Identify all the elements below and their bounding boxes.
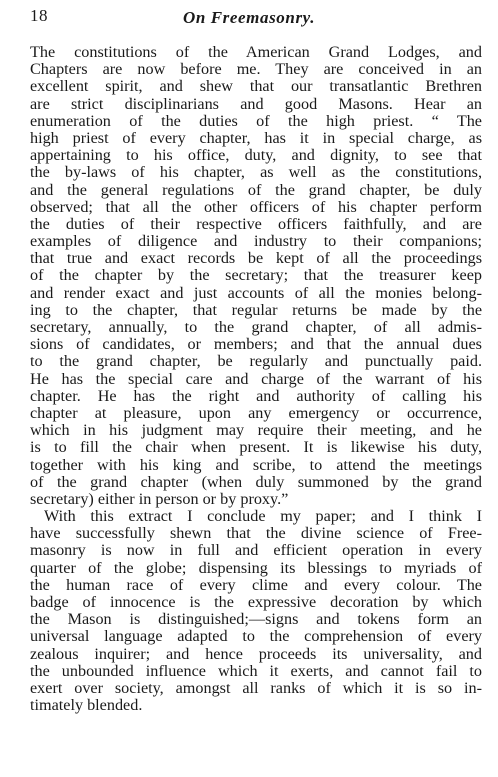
text-line: are strict disciplinarians and good Masons. Hear an: [30, 94, 482, 113]
text-line: The constitutions of the American Grand Lodges, and: [30, 43, 482, 61]
paragraph: [30, 44, 482, 508]
text-line: to the grand chapter, be regularly and punctually paid.: [30, 352, 482, 371]
text-line: the Mason is distinguished;—signs and tokens form an: [30, 610, 482, 629]
text-line: and the general regulations of the grand chapter, be duly: [30, 180, 482, 199]
text-line: timately blended.: [30, 696, 143, 715]
text-line: masonry is now in full and efficient operation in every: [30, 541, 482, 560]
text-line: examples of diligence and industry to their companions;: [30, 232, 482, 251]
text-line: the unbounded influence which it exerts, and cannot fail to: [30, 661, 482, 680]
text-line: chapter. He has the right and authority of calling his: [30, 386, 482, 405]
page-number: 18: [30, 6, 48, 25]
text-line: zealous inquirer; and hence proceeds its universality, and: [30, 644, 482, 663]
text-line: and render exact and just accounts of all the monies belong-: [30, 283, 482, 302]
text-line: the duties of their respective officers faithfully, and are: [30, 214, 482, 233]
text-line: the by-laws of his chapter, as well as the constitutions,: [30, 163, 482, 182]
text-line: exert over society, amongst all ranks of which it is so in-: [30, 678, 482, 697]
text-line: observed; that all the other officers of his chapter perform: [30, 197, 482, 216]
text-line: appertaining to his office, duty, and dignity, to see that: [30, 146, 482, 165]
text-line: together with his king and scribe, to attend the meetings: [30, 455, 482, 474]
text-line: excellent spirit, and shew that our transatlantic Brethren: [30, 77, 482, 96]
text-line: have successfully shewn that the divine science of Free-: [30, 524, 482, 543]
text-line: the human race of every clime and every colour. The: [30, 575, 482, 594]
text-line: badge of innocence is the expressive decoration by which: [30, 593, 482, 611]
text-line: sions of candidates, or members; and that the annual dues: [30, 335, 482, 354]
body-text: [30, 44, 482, 714]
text-line: ing to the chapter, that regular returns be made by the: [30, 300, 482, 319]
text-line: universal language adapted to the comprehension of every: [30, 627, 482, 646]
running-head: On Freemasonry.: [182, 8, 316, 27]
text-line: secretary) either in person or by proxy.”: [30, 489, 289, 508]
paragraph: [30, 508, 482, 714]
text-line: quarter of the globe; dispensing its blessings to myriads of: [30, 558, 482, 577]
text-line: which in his judgment may require their meeting, and he: [30, 421, 482, 440]
text-line: high priest of every chapter, has it in special charge, as: [30, 128, 482, 147]
text-line: of the chapter by the secretary; that the treasurer keep: [30, 266, 482, 285]
text-line: is to fill the chair when present. It is likewise his duty,: [30, 438, 482, 457]
text-line: Chapters are now before me. They are conceived in an: [30, 60, 482, 79]
text-line: enumeration of the duties of the high priest. “ The: [30, 111, 482, 130]
text-line: With this extract I conclude my paper; and I think I: [44, 507, 482, 526]
text-line: of the grand chapter (when duly summoned by the grand: [30, 472, 482, 491]
text-line: He has the special care and charge of the warrant of his: [30, 369, 482, 388]
text-line: chapter at pleasure, upon any emergency or occurrence,: [30, 403, 482, 422]
text-line: that true and exact records be kept of all the proceedings: [30, 249, 482, 268]
text-line: secretary, annually, to the grand chapter, of all admis-: [30, 318, 482, 336]
